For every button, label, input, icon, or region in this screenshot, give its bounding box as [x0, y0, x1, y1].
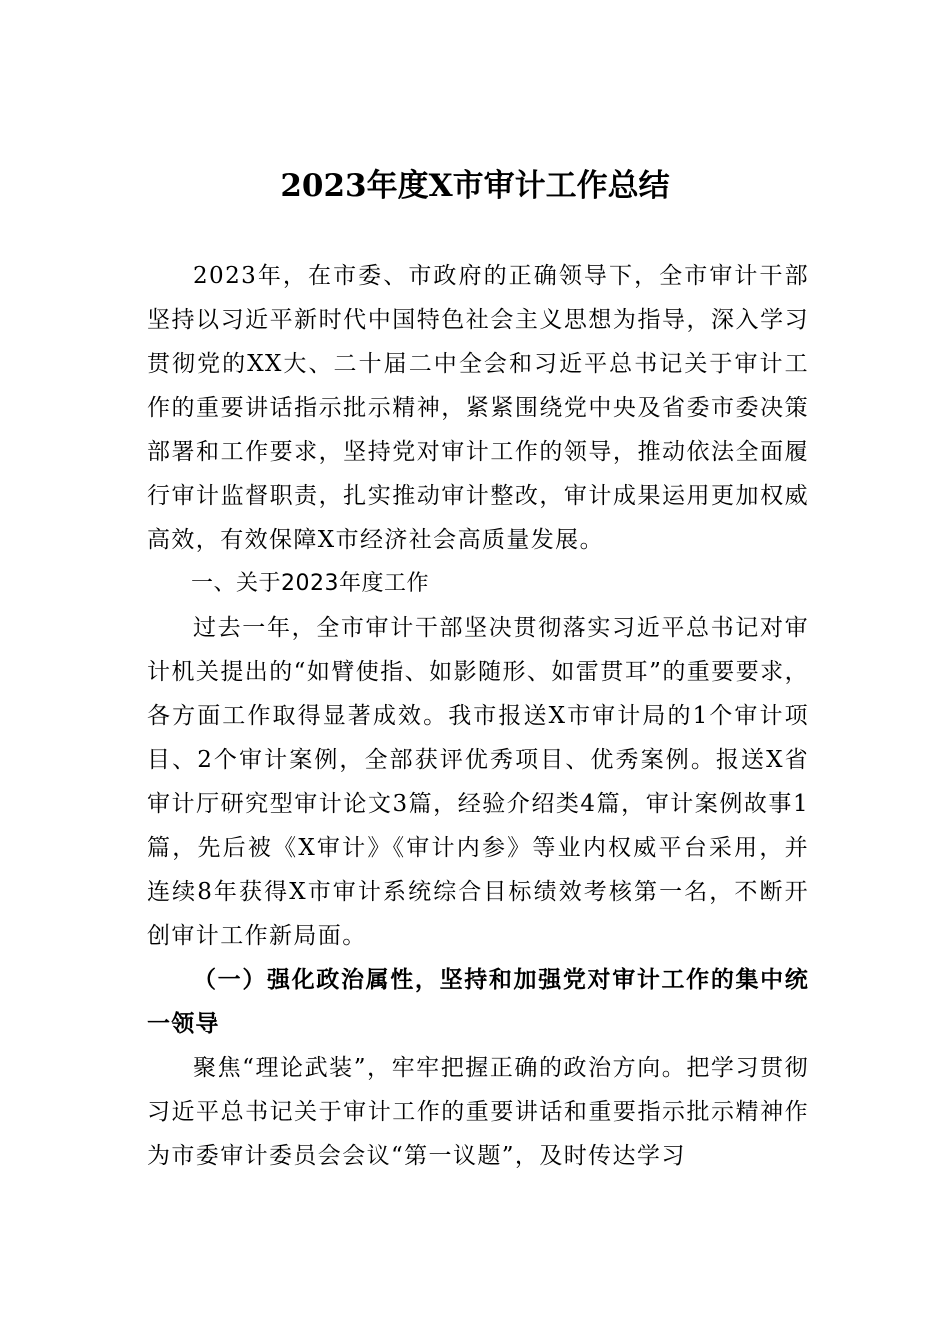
section-paragraph: 过去一年，全市审计干部坚决贯彻落实习近平总书记对审计机关提出的“如臂使指、如影随形、如雷贯耳”的重要要求，各方面工作取得显著成效。我市报送X市审计局的1个审计项目、2个审计案例，全部获评优秀项目、优秀案例。报送X省审计厅研究型审计论文3篇，经验介绍类4篇，审计案例故事1篇，先后被《X审计》《审计内参》等业内权威平台采用，并连续8年获得X市审计系统综合目标绩效考核第一名，不断开创审计工作新局面。	[147, 615, 809, 949]
document-body	[147, 254, 809, 1178]
subsection-heading: （一）强化政治属性，坚持和加强党对审计工作的集中统一领导	[147, 966, 809, 1037]
document-title: 2023年度X市审计工作总结	[280, 168, 670, 204]
intro-paragraph: 2023年，在市委、市政府的正确领导下，全市审计干部坚持以习近平新时代中国特色社会主义思想为指导，深入学习贯彻党的XX大、二十届二中全会和习近平总书记关于审计工作的重要讲话指示批示精神，紧紧围绕党中央及省委市委决策部署和工作要求，坚持党对审计工作的领导，推动依法全面履行审计监督职责，扎实推动审计整改，审计成果运用更加权威高效，有效保障X市经济社会高质量发展。	[147, 263, 809, 553]
subsection-paragraph: 聚焦“理论武装”，牢牢把握正确的政治方向。把学习贯彻习近平总书记关于审计工作的重要讲话和重要指示批示精神作为市委审计委员会会议“第一议题”，及时传达学习	[147, 1055, 809, 1169]
section-heading: 一、关于2023年度工作	[191, 571, 429, 596]
